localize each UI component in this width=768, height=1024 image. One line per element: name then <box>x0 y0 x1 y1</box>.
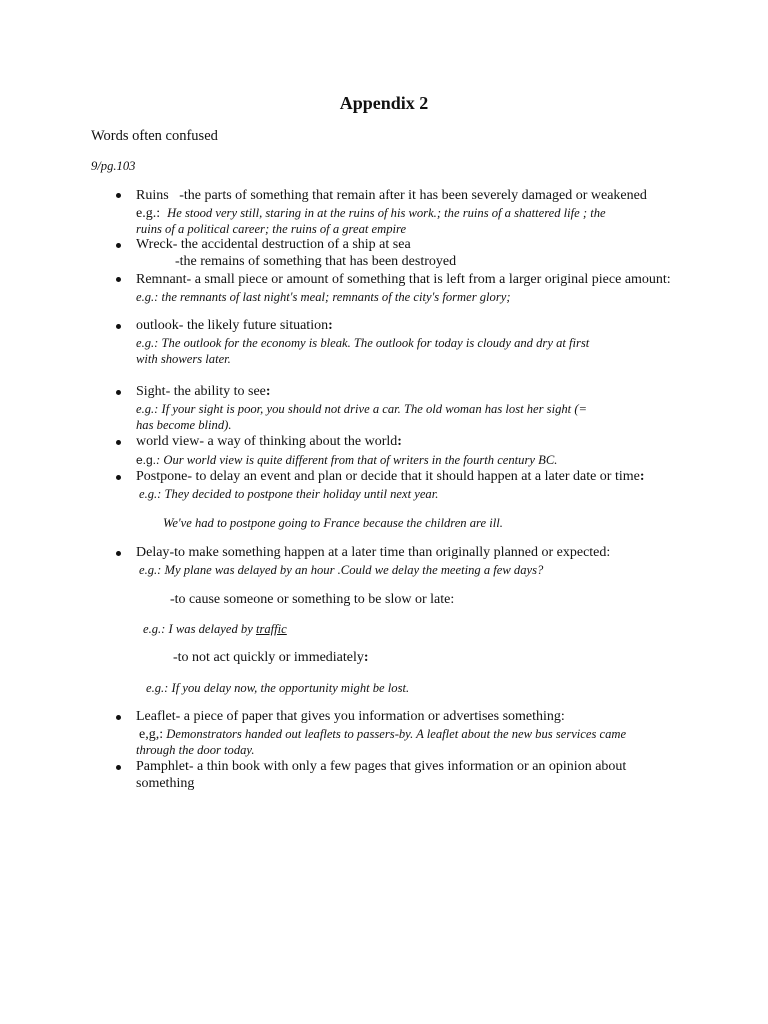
example-line <box>139 726 626 743</box>
definition: - the likely future situation <box>178 318 329 333</box>
example-line: through the door today. <box>136 743 255 757</box>
colon: : <box>397 434 402 449</box>
term: Delay <box>136 545 170 560</box>
entry-sight <box>136 384 271 400</box>
term: Leaflet <box>136 709 176 724</box>
definition: - the ability to see <box>165 384 266 399</box>
example-line: e.g.: They decided to postpone their holiday until next year. <box>139 487 439 501</box>
term: Sight <box>136 384 166 399</box>
example-text: : Our world view is quite different from that of writers in the fourth century BC. <box>156 453 558 467</box>
example-prefix: e.g. <box>136 453 157 467</box>
definition-line: -the remains of something that has been destroyed <box>175 254 457 269</box>
term: world view <box>136 434 200 449</box>
entry-pamphlet <box>136 759 626 775</box>
bullet-icon <box>116 440 121 445</box>
traffic-link[interactable]: traffic <box>255 622 287 636</box>
definition-line: something <box>136 776 195 791</box>
entry-delay <box>136 545 610 561</box>
colon: : <box>265 384 271 399</box>
term: Ruins <box>136 188 169 203</box>
term: Wreck <box>136 237 173 252</box>
colon: : <box>363 650 369 665</box>
example-line: ruins of a political career; the ruins of a great empire <box>136 222 407 236</box>
entry-ruins <box>136 188 647 204</box>
colon: : <box>328 318 333 333</box>
example-line <box>136 205 606 222</box>
example-line: e.g.: the remnants of last night's meal; remnants of the city's former glory; <box>136 290 511 304</box>
bullet-icon <box>116 715 121 720</box>
definition: - a way of thinking about the world <box>199 434 398 449</box>
bullet-icon <box>116 324 121 329</box>
example-line: e.g.: The outlook for the economy is bleak. The outlook for today is cloudy and dry at first <box>136 336 590 350</box>
bullet-icon <box>116 475 121 480</box>
bullet-icon <box>116 765 121 770</box>
page-title: Appendix 2 <box>339 93 429 113</box>
example-text: Demonstrators handed out leaflets to passers-by. A leaflet about the new bus services came <box>163 727 627 741</box>
bullet-icon <box>116 390 121 395</box>
example-line <box>143 621 287 637</box>
example-line: e.g.: If your sight is poor, you should not drive a car. The old woman has lost her sight (= <box>136 402 588 416</box>
term: Pamphlet <box>136 759 189 774</box>
entry-wreck <box>136 237 411 253</box>
entry-remnant <box>136 272 671 288</box>
definition: -to make something happen at a later time than originally planned or expected: <box>169 545 611 560</box>
example-line: We've had to postpone going to France because the children are ill. <box>163 516 503 530</box>
definition: - a thin book with only a few pages that gives information or an opinion about <box>188 759 627 774</box>
entry-outlook <box>136 318 333 334</box>
term: Remnant <box>136 272 187 287</box>
definition-line: -to cause someone or something to be slow or late: <box>170 592 455 607</box>
bullet-icon <box>116 551 121 556</box>
definition: -to not act quickly or immediately <box>173 650 364 665</box>
example-line <box>136 452 557 468</box>
definition: - the accidental destruction of a ship at sea <box>172 237 411 252</box>
bullet-icon <box>116 277 121 282</box>
example-line: e.g.: If you delay now, the opportunity might be lost. <box>146 681 410 695</box>
definition: -the parts of something that remain after it has been severely damaged or weakened <box>179 188 647 203</box>
entry-world-view <box>136 434 402 450</box>
example-line: e.g.: My plane was delayed by an hour .Could we delay the meeting a few days? <box>139 563 544 577</box>
definition: - a small piece or amount of something that is left from a larger original piece amount: <box>186 272 671 287</box>
section-subtitle: Words often confused <box>91 128 218 144</box>
entry-leaflet <box>136 709 565 725</box>
example-line: has become blind). <box>136 418 232 432</box>
example-text: He stood very still, staring in at the ruins of his work.; the ruins of a shattered life ; the <box>167 206 606 220</box>
colon: : <box>639 469 645 484</box>
example-text: e.g.: I was delayed by <box>143 622 256 636</box>
definition: - a piece of paper that gives you information or advertises something: <box>175 709 565 724</box>
definition: - to delay an event and plan or decide that it should happen at a later date or time <box>187 469 640 484</box>
term: Postpone <box>136 469 188 484</box>
entry-postpone <box>136 469 645 485</box>
example-prefix: e.g.: <box>136 206 161 221</box>
example-line: with showers later. <box>136 352 231 366</box>
page-reference: 9/pg.103 <box>91 159 136 173</box>
term: outlook <box>136 318 179 333</box>
definition-line <box>173 650 369 666</box>
bullet-icon <box>116 193 121 198</box>
bullet-icon <box>116 243 121 248</box>
example-prefix: e,g,: <box>139 727 164 742</box>
